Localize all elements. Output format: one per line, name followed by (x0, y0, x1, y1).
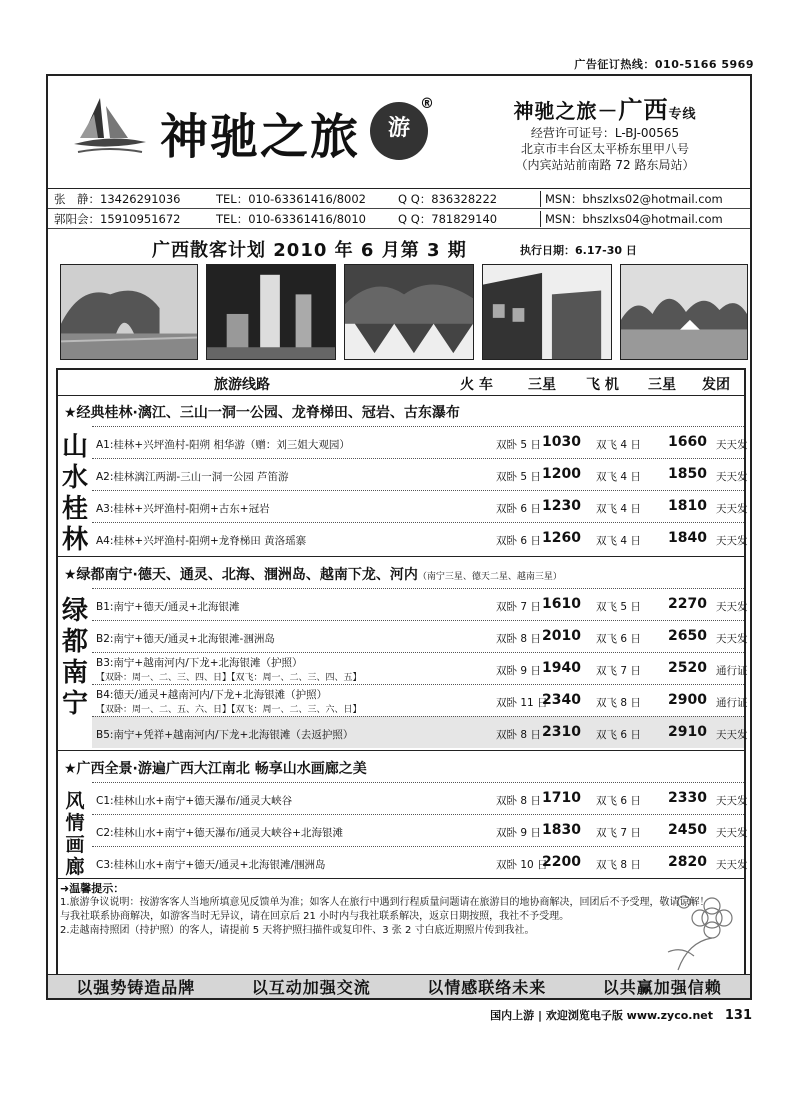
flight-days: 双飞 4 日 (596, 503, 641, 515)
train-price: 2310 (542, 724, 581, 740)
route-schedule: 【双卧：周一、二、三、四、日】【双飞：周一、二、三、四、五】 (96, 673, 362, 683)
title-region: 广西 (618, 95, 669, 124)
header-route: 旅游线路 (214, 377, 270, 393)
flight-price: 2820 (668, 854, 707, 870)
section-title (64, 758, 367, 778)
depart-schedule: 天天发 (716, 439, 748, 451)
flight-days: 双飞 5 日 (596, 601, 641, 613)
depart-schedule: 天天发 (716, 535, 748, 547)
contact-tel: TEL：010-63361416/8010 (216, 211, 366, 226)
train-days: 双卧 7 日 (496, 601, 541, 613)
train-price: 1940 (542, 660, 581, 676)
slogan-bar (48, 974, 750, 998)
route-name: C1:桂林山水+南宁+德天瀑布/通灵大峡谷 (96, 795, 293, 807)
contact-qq: Q Q：836328222 (398, 191, 498, 206)
license-number: 经营许可证号：L-BJ-00565 (530, 126, 680, 140)
section-title (64, 402, 460, 422)
train-price: 1260 (542, 530, 581, 546)
city-night-photo (206, 264, 336, 360)
depart-schedule: 通行证 (716, 665, 748, 677)
table-row (92, 426, 748, 458)
address-note: （内宾站站前南路 72 路东局站） (515, 158, 695, 172)
table-row (92, 588, 748, 620)
route-name: B1:南宁+德天/通灵+北海银滩 (96, 601, 240, 613)
section-side-label: 绿都南宁 (61, 596, 88, 719)
tips-title (60, 882, 742, 896)
section-title-text: ★广西全景·游遍广西大江南北 畅享山水画廊之美 (64, 761, 367, 777)
route-name: B3:南宁+越南河内/下龙+北海银滩（护照） (96, 657, 303, 669)
route-name: A1:桂林+兴坪渔村-阳朔 相华游（赠：刘三姐大观园） (96, 439, 350, 451)
flight-days: 双飞 4 日 (596, 439, 641, 451)
slogan: 以共赢加强信赖 (602, 978, 722, 997)
flight-days: 双飞 4 日 (596, 535, 641, 547)
old-town-photo (482, 264, 612, 360)
tips-title-text: 温馨提示： (69, 882, 125, 895)
route-name: B4:德天/通灵+越南河内/下龙+北海银滩（护照） (96, 689, 328, 701)
table-row (92, 684, 748, 716)
seal-logo: 游 (370, 102, 428, 160)
contact-name: 张 静：13426291036 (54, 191, 181, 206)
section-note: （南宁三星、德天二星、越南三星） (417, 572, 562, 582)
flight-days: 双飞 7 日 (596, 665, 641, 677)
depart-schedule: 天天发 (716, 633, 748, 645)
section-title-text: ★绿都南宁·德天、通灵、北海、涠洲岛、越南下龙、河内 (64, 567, 418, 583)
section-divider (58, 556, 744, 557)
flight-price: 1810 (668, 498, 707, 514)
train-price: 2200 (542, 854, 581, 870)
registered-mark: ® (420, 96, 434, 112)
train-price: 2340 (542, 692, 581, 708)
tip-line: 2.走越南持照团（持护照）的客人，请提前 5 天将护照扫描件或复印件、3 张 2 寸白底近期照片传到我社。 (60, 925, 535, 936)
flight-price: 1850 (668, 466, 707, 482)
flight-days: 双飞 8 日 (596, 697, 641, 709)
flight-days: 双飞 6 日 (596, 795, 641, 807)
contact-msn: MSN：bhszlxs04@hotmail.com (540, 211, 750, 227)
flight-price: 2450 (668, 822, 707, 838)
flight-price: 2520 (668, 660, 707, 676)
route-name: A4:桂林+兴坪渔村-阳朔+龙脊梯田 黄洛瑶寨 (96, 535, 307, 547)
table-row (92, 490, 748, 522)
ad-hotline: 广告征订热线：010-5166 5969 (574, 58, 754, 71)
contact-tel: TEL：010-63361416/8002 (216, 191, 366, 206)
line-title (470, 90, 740, 125)
section-side-label: 风情画廊 (65, 790, 85, 878)
plan-title: 广西散客计划 2010 年 6 月第 3 期 (152, 240, 467, 261)
train-days: 双卧 8 日 (496, 795, 541, 807)
train-days: 双卧 8 日 (496, 633, 541, 645)
route-name: A2:桂林漓江两湖-三山一洞一公园 芦笛游 (96, 471, 289, 483)
section-side-label: 山水桂林 (61, 432, 88, 555)
table-row (92, 652, 748, 684)
depart-schedule: 天天发 (716, 795, 748, 807)
train-price: 1230 (542, 498, 581, 514)
header-info (470, 90, 740, 173)
table-row (92, 782, 748, 814)
train-price: 1030 (542, 434, 581, 450)
depart-schedule: 天天发 (716, 471, 748, 483)
train-days: 双卧 5 日 (496, 471, 541, 483)
waterfall-photo (344, 264, 474, 360)
route-name: C3:桂林山水+南宁+德天/通灵+北海银滩/涠洲岛 (96, 859, 326, 871)
depart-schedule: 天天发 (716, 827, 748, 839)
train-days: 双卧 5 日 (496, 439, 541, 451)
route-name: A3:桂林+兴坪渔村-阳朔+古东+冠岩 (96, 503, 270, 515)
table-row (92, 716, 748, 748)
train-price: 1710 (542, 790, 581, 806)
slogan: 以互动加强交流 (251, 978, 371, 997)
section-divider (58, 878, 744, 879)
route-schedule: 【双卧：周一、二、五、六、日】【双飞：周一、二、三、六、日】 (96, 705, 362, 715)
elephant-hill-photo (60, 264, 198, 360)
train-days: 双卧 9 日 (496, 665, 541, 677)
page-number: 131 (724, 1008, 752, 1023)
contact-msn: MSN：bhszlxs02@hotmail.com (540, 191, 750, 207)
flight-price: 2650 (668, 628, 707, 644)
sail-logo-icon (70, 94, 148, 160)
train-days: 双卧 11 日 (496, 697, 548, 709)
flight-days: 双飞 7 日 (596, 827, 641, 839)
flight-days: 双飞 6 日 (596, 729, 641, 741)
table-row (92, 458, 748, 490)
brand-logo-text: 神驰之旅 (160, 109, 361, 165)
flight-days: 双飞 8 日 (596, 859, 641, 871)
depart-schedule: 天天发 (716, 859, 748, 871)
header-star-train: 三星 (528, 377, 556, 393)
depart-schedule: 天天发 (716, 503, 748, 515)
table-header (58, 370, 744, 396)
contacts (48, 188, 750, 229)
section-title (64, 564, 562, 584)
header-plane: 飞 机 (586, 377, 619, 393)
flight-days: 双飞 6 日 (596, 633, 641, 645)
flight-days: 双飞 4 日 (596, 471, 641, 483)
table-row (92, 522, 748, 554)
slogan: 以强势铸造品牌 (76, 978, 196, 997)
flight-price: 2270 (668, 596, 707, 612)
header-depart: 发团 (702, 377, 730, 393)
train-price: 1830 (542, 822, 581, 838)
depart-schedule: 通行证 (716, 697, 748, 709)
flight-price: 1660 (668, 434, 707, 450)
depart-schedule: 天天发 (716, 601, 748, 613)
table-row (92, 814, 748, 846)
train-days: 双卧 6 日 (496, 535, 541, 547)
train-days: 双卧 9 日 (496, 827, 541, 839)
train-price: 1610 (542, 596, 581, 612)
route-name: B2:南宁+德天/通灵+北海银滩-涠洲岛 (96, 633, 275, 645)
contact-row (48, 189, 750, 209)
train-days: 双卧 6 日 (496, 503, 541, 515)
contact-qq: Q Q：781829140 (398, 211, 498, 226)
route-name: C2:桂林山水+南宁+德天瀑布/通灵大峡谷+北海银滩 (96, 827, 343, 839)
contact-name: 郭阳会：15910951672 (54, 211, 181, 226)
footer-text: 国内上游 | 欢迎浏览电子版 www.zyco.net (490, 1009, 714, 1022)
header-train: 火 车 (460, 377, 493, 393)
header (48, 76, 750, 188)
section-title-text: ★经典桂林·漓江、三山一洞一公园、龙脊梯田、冠岩、古东瀑布 (64, 405, 460, 421)
flight-price: 2910 (668, 724, 707, 740)
flight-price: 1840 (668, 530, 707, 546)
train-price: 1200 (542, 466, 581, 482)
table-row (92, 846, 748, 878)
title-prefix: 神驰之旅－ (513, 99, 619, 123)
slogan: 以情感联络未来 (427, 978, 547, 997)
header-star-plane: 三星 (648, 377, 676, 393)
flight-price: 2900 (668, 692, 707, 708)
photo-strip (60, 264, 750, 360)
train-days: 双卧 8 日 (496, 729, 541, 741)
train-days: 双卧 10 日 (496, 859, 548, 871)
section-divider (58, 750, 744, 751)
address: 北京市丰台区太平桥东里甲八号 (520, 142, 689, 156)
ad-frame (46, 74, 752, 1000)
arrow-icon: ➜ (60, 882, 70, 895)
plan-date: 执行日期：6.17-30 日 (520, 244, 637, 257)
river-landscape-photo (620, 264, 748, 360)
route-name: B5:南宁+凭祥+越南河内/下龙+北海银滩（去返护照） (96, 729, 354, 741)
tips (56, 882, 742, 938)
train-price: 2010 (542, 628, 581, 644)
depart-schedule: 天天发 (716, 729, 748, 741)
tip-line: 1.旅游争议说明：按游客客人当地所填意见反馈单为准；如客人在旅行中遇到行程质量问题请在旅游目的地协商解决，回团后不予受理，敬请谅解！ (60, 897, 710, 908)
flight-price: 2330 (668, 790, 707, 806)
tip-line: 与我社联系协商解决，如游客当时无异议，请在回京后 21 小时内与我社联系解决，返京日期按照，我社不予受理。 (60, 911, 570, 922)
table-row (92, 620, 748, 652)
title-suffix: 专线 (668, 107, 697, 122)
contact-row (48, 209, 750, 229)
page-footer (490, 1007, 752, 1023)
